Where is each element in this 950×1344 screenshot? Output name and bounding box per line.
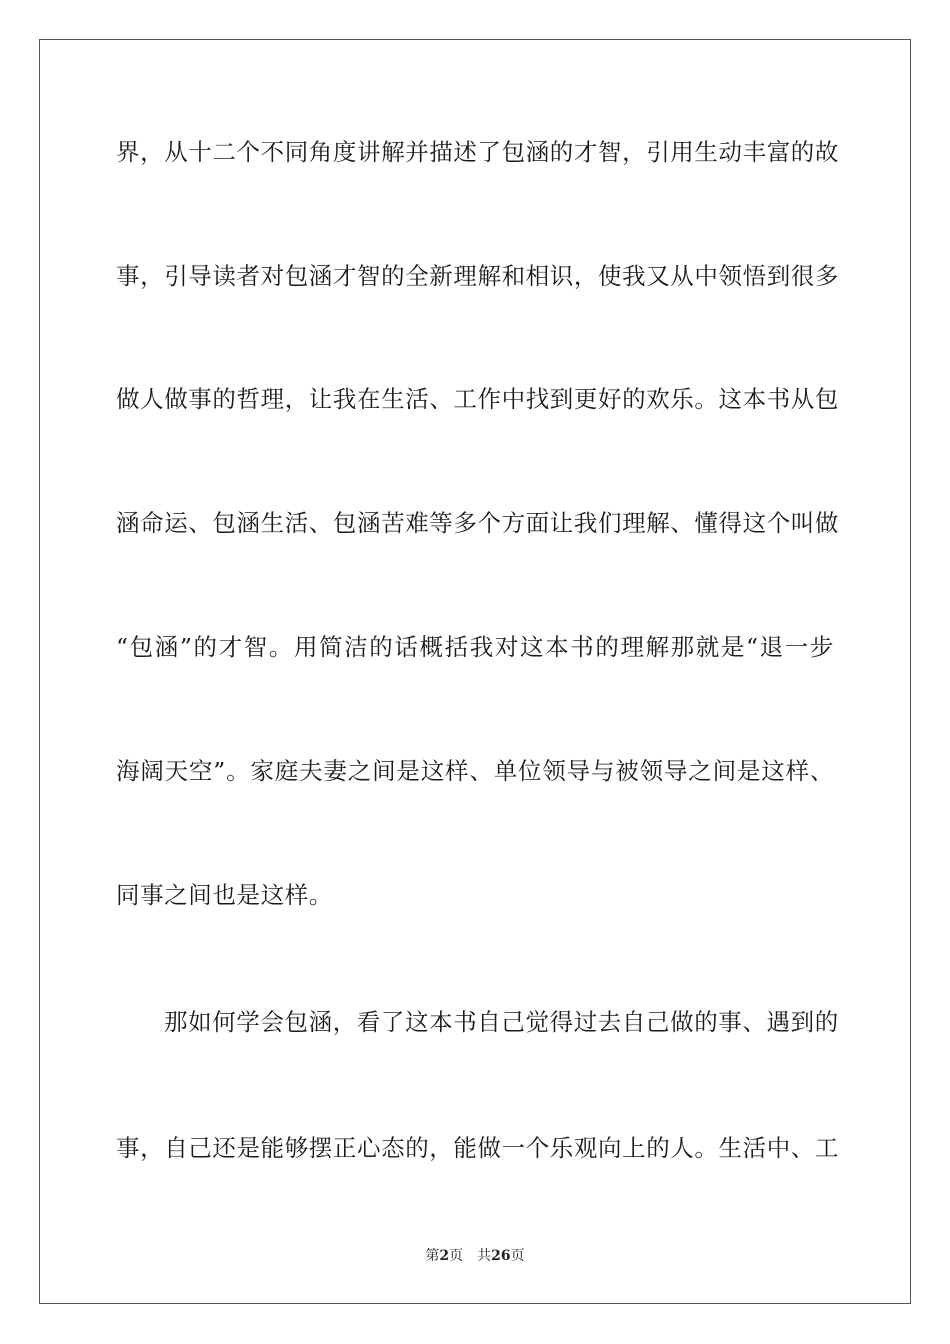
page-footer — [0, 1246, 950, 1266]
page-prefix: 第 — [425, 1248, 440, 1264]
body-line-9: 事，自己还是能够摆正心态的，能做一个乐观向上的人。生活中、工 — [116, 1134, 839, 1162]
body-line-1: 界，从十二个不同角度讲解并描述了包涵的才智，引用生动丰富的故 — [116, 138, 839, 166]
total-prefix: 共 — [477, 1248, 492, 1264]
body-line-6: 海阔天空”。家庭夫妻之间是这样、单位领导与被领导之间是这样、 — [116, 757, 834, 785]
total-page-number: 26 — [491, 1248, 511, 1264]
body-line-5: “包涵”的才智。用简洁的话概括我对这本书的理解那就是“退一步 — [116, 633, 834, 661]
body-line-2: 事，引导读者对包涵才智的全新理解和相识，使我又从中领悟到很多 — [116, 262, 839, 290]
body-line-7: 同事之间也是这样。 — [116, 881, 333, 909]
page-border — [39, 39, 911, 1304]
page-suffix: 页 — [449, 1248, 464, 1264]
body-line-3: 做人做事的哲理，让我在生活、工作中找到更好的欢乐。这本书从包 — [116, 385, 839, 413]
total-suffix: 页 — [510, 1248, 525, 1264]
current-page-number: 2 — [439, 1248, 450, 1264]
body-line-4: 涵命运、包涵生活、包涵苦难等多个方面让我们理解、懂得这个叫做 — [116, 509, 839, 537]
body-line-8: 那如何学会包涵，看了这本书自己觉得过去自己做的事、遇到的 — [164, 1008, 839, 1036]
